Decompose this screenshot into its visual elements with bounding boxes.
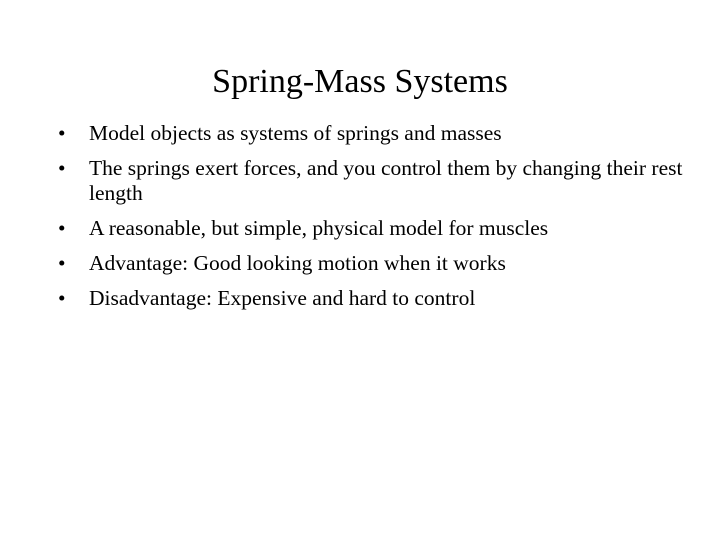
bullet-icon: •	[58, 121, 66, 145]
bullet-icon: •	[58, 251, 66, 275]
bullet-text: The springs exert forces, and you control them by changing their rest length	[89, 156, 683, 205]
list-item	[58, 121, 688, 146]
bullet-icon: •	[58, 156, 66, 180]
bullet-list	[58, 121, 688, 321]
list-item	[58, 156, 688, 206]
bullet-text: Disadvantage: Expensive and hard to control	[89, 286, 476, 310]
bullet-text: A reasonable, but simple, physical model for muscles	[89, 216, 549, 240]
list-item	[58, 216, 688, 241]
bullet-text: Model objects as systems of springs and masses	[89, 121, 502, 145]
list-item	[58, 251, 688, 276]
bullet-icon: •	[58, 216, 66, 240]
bullet-icon: •	[58, 286, 66, 310]
bullet-text: Advantage: Good looking motion when it works	[89, 251, 506, 275]
slide-title: Spring-Mass Systems	[212, 63, 508, 100]
list-item	[58, 286, 688, 311]
